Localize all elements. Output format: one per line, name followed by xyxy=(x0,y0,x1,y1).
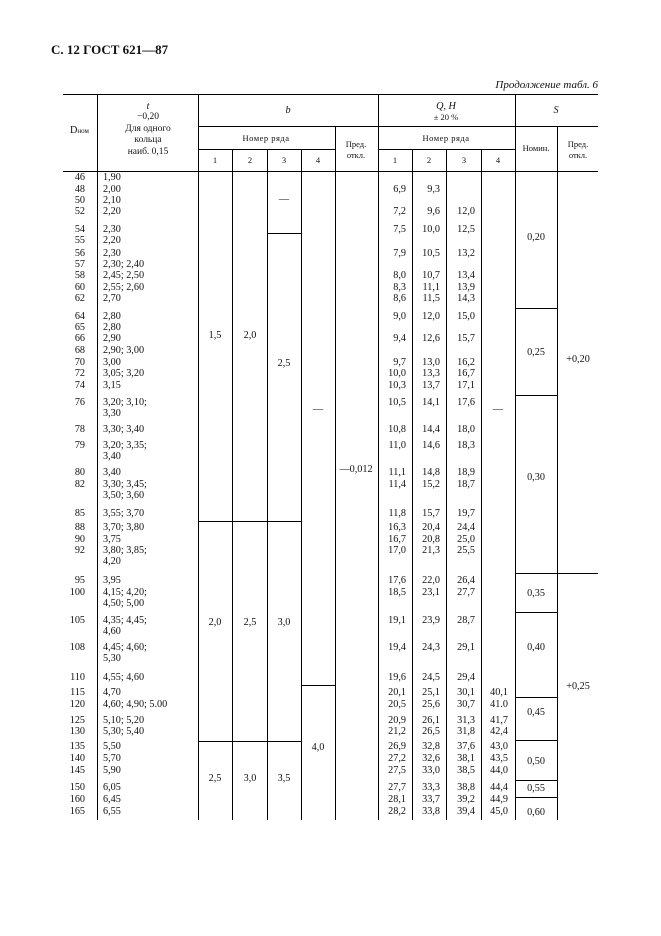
cell-d: 150 xyxy=(69,782,85,793)
cell-q3: 15,0 xyxy=(457,311,475,322)
cell-q4: 41.0 xyxy=(490,699,508,710)
cell-t: 2,70 xyxy=(103,293,121,304)
cell-d: 54 xyxy=(74,224,85,235)
cell-q2: 24,3 xyxy=(422,642,440,653)
cell-d: 48 xyxy=(74,184,85,195)
cell-t: 2,00 xyxy=(103,184,121,195)
cell-d: 55 xyxy=(74,235,85,246)
cell-t: 5,50 xyxy=(103,741,121,752)
cell-q4: 45,0 xyxy=(490,806,508,817)
cell-d: 115 xyxy=(70,687,85,698)
cell-q3: 31,3 xyxy=(457,715,475,726)
cell-d: 110 xyxy=(70,672,85,683)
cell-q1: 11,0 xyxy=(388,440,406,451)
b3-value: 3,5 xyxy=(277,772,291,784)
cell-q1: 11,4 xyxy=(388,479,406,490)
cell-q1: 27,2 xyxy=(388,753,406,764)
cell-d: 105 xyxy=(69,615,85,626)
cell-q3: 12,0 xyxy=(457,206,475,217)
b-pred-value: —0,012 xyxy=(339,463,373,475)
cell-q4: 43,5 xyxy=(490,753,508,764)
b2-value: 3,0 xyxy=(243,772,257,784)
cell-q4: 44,0 xyxy=(490,765,508,776)
cell-q3: 39,4 xyxy=(457,806,475,817)
cell-q1: 8,6 xyxy=(393,293,406,304)
cell-q3: 26,4 xyxy=(457,575,475,586)
table-caption: Продолжение табл. 6 xyxy=(495,79,598,91)
cell-q3: 16,2 xyxy=(457,357,475,368)
cell-q3: 19,7 xyxy=(457,508,475,519)
cell-q3: 18,3 xyxy=(457,440,475,451)
s-nominal-value: 0,20 xyxy=(527,231,545,243)
s-nominal-value: 0,60 xyxy=(527,806,545,818)
cell-q2: 10,5 xyxy=(422,248,440,259)
cell-t: 3,30; 3,40 xyxy=(103,424,145,435)
cell-t: 3,95 xyxy=(103,575,121,586)
cell-q3: 18,0 xyxy=(457,424,475,435)
header-t-tolerance: −0,20 xyxy=(137,112,159,122)
cell-d: 46 xyxy=(74,172,85,183)
b4-dash: — xyxy=(312,403,324,415)
cell-t: 4,60; 4,90; 5.00 xyxy=(103,699,168,710)
cell-q3: 29,4 xyxy=(457,672,475,683)
header-t-desc2: кольца xyxy=(134,135,162,145)
cell-q3: 25,0 xyxy=(457,534,475,545)
cell-q3: 13,9 xyxy=(457,282,475,293)
cell-t: 2,90 xyxy=(103,333,121,344)
header-q-row2: 2 xyxy=(426,155,432,165)
cell-t: 2,20 xyxy=(103,235,121,246)
cell-t: 4,45; 4,60; xyxy=(103,642,147,653)
cell-d: 135 xyxy=(69,741,85,752)
header-s-nominal: Номин. xyxy=(522,143,550,153)
header-b-row-number: Номер ряда xyxy=(242,133,290,143)
cell-q2: 14,4 xyxy=(422,424,440,435)
cell-q1: 7,9 xyxy=(393,248,406,259)
cell-d: 65 xyxy=(74,322,85,333)
s-nominal-value: 0,40 xyxy=(527,641,545,653)
cell-t: 3,15 xyxy=(103,380,121,391)
cell-q1: 20,1 xyxy=(388,687,406,698)
cell-q1: 11,1 xyxy=(388,467,406,478)
cell-t-continued: 3,50; 3,60 xyxy=(103,490,145,501)
page-header: С. 12 ГОСТ 621—87 xyxy=(51,42,169,57)
cell-d: 95 xyxy=(74,575,85,586)
header-dnom: Dном xyxy=(70,125,89,136)
cell-q1: 19,6 xyxy=(388,672,406,683)
cell-q1: 16,7 xyxy=(388,534,406,545)
cell-q3: 37,6 xyxy=(457,741,475,752)
cell-q2: 9,6 xyxy=(427,206,440,217)
cell-d: 58 xyxy=(74,270,85,281)
b3-value: 2,5 xyxy=(277,357,291,369)
cell-q2: 9,3 xyxy=(427,184,440,195)
header-q-symbol: Q, Н xyxy=(436,101,456,112)
cell-t: 5,90 xyxy=(103,765,121,776)
cell-q1: 10,8 xyxy=(388,424,406,435)
cell-q3: 13,4 xyxy=(457,270,475,281)
header-q-row4: 4 xyxy=(495,155,501,165)
cell-q1: 18,5 xyxy=(388,587,406,598)
header-b-pred2: откл. xyxy=(346,150,366,160)
header-q-row3: 3 xyxy=(461,155,467,165)
cell-q1: 28,1 xyxy=(388,794,406,805)
cell-q2: 13,3 xyxy=(422,368,440,379)
cell-t: 2,30; 2,40 xyxy=(103,259,145,270)
header-t-symbol: t xyxy=(146,101,150,112)
cell-q2: 21,3 xyxy=(422,545,440,556)
cell-q4: 40,1 xyxy=(490,687,508,698)
cell-t: 3,30; 3,45; xyxy=(103,479,147,490)
b2-value: 2,5 xyxy=(243,616,257,628)
cell-d: 56 xyxy=(74,248,85,259)
cell-q2: 23,9 xyxy=(422,615,440,626)
cell-t: 5,30; 5,40 xyxy=(103,726,145,737)
cell-q3: 30,7 xyxy=(457,699,475,710)
cell-t: 6,55 xyxy=(103,806,121,817)
cell-t: 2,10 xyxy=(103,195,121,206)
header-s-symbol: S xyxy=(553,105,559,116)
b3-dash: — xyxy=(278,193,290,205)
b2-value: 2,0 xyxy=(243,329,257,341)
cell-q3: 25,5 xyxy=(457,545,475,556)
cell-t: 2,20 xyxy=(103,206,121,217)
cell-t: 3,70; 3,80 xyxy=(103,522,145,533)
cell-t: 5,10; 5,20 xyxy=(103,715,145,726)
s-nominal-value: 0,35 xyxy=(527,587,545,599)
header-t-desc1: Для одного xyxy=(125,124,171,134)
cell-q1: 10,0 xyxy=(388,368,406,379)
cell-q2: 14,8 xyxy=(422,467,440,478)
cell-t-continued: 4,20 xyxy=(103,556,121,567)
cell-q3: 17,1 xyxy=(457,380,475,391)
cell-q1: 10,3 xyxy=(388,380,406,391)
cell-d: 79 xyxy=(74,440,85,451)
cell-t: 2,45; 2,50 xyxy=(103,270,145,281)
cell-q2: 14,6 xyxy=(422,440,440,451)
cell-q1: 11,8 xyxy=(388,508,406,519)
cell-t: 3,75 xyxy=(103,534,121,545)
cell-q1: 9,4 xyxy=(393,333,406,344)
cell-t: 3,40 xyxy=(103,467,121,478)
header-b-row1: 1 xyxy=(212,155,218,165)
cell-q1: 7,5 xyxy=(393,224,406,235)
cell-d: 76 xyxy=(74,397,85,408)
cell-t: 5,70 xyxy=(103,753,121,764)
cell-q2: 14,1 xyxy=(422,397,440,408)
header-b-pred1: Пред. xyxy=(345,139,367,149)
cell-q1: 21,2 xyxy=(388,726,406,737)
s-nominal-value: 0,30 xyxy=(527,471,545,483)
cell-d: 88 xyxy=(74,522,85,533)
cell-q2: 26,1 xyxy=(422,715,440,726)
b3-value: 3,0 xyxy=(277,616,291,628)
cell-q3: 31,8 xyxy=(457,726,475,737)
cell-t: 2,30 xyxy=(103,224,121,235)
cell-q2: 32,8 xyxy=(422,741,440,752)
cell-t: 3,20; 3,35; xyxy=(103,440,147,451)
cell-q1: 20,9 xyxy=(388,715,406,726)
b1-value: 1,5 xyxy=(208,329,222,341)
cell-q2: 26,5 xyxy=(422,726,440,737)
cell-t-continued: 3,40 xyxy=(103,451,121,462)
cell-q2: 25,6 xyxy=(422,699,440,710)
cell-q2: 22,0 xyxy=(422,575,440,586)
cell-q1: 6,9 xyxy=(393,184,406,195)
cell-t: 2,80 xyxy=(103,322,121,333)
cell-d: 72 xyxy=(74,368,85,379)
cell-t: 2,30 xyxy=(103,248,121,259)
cell-t: 6,05 xyxy=(103,782,121,793)
cell-q2: 11,5 xyxy=(422,293,440,304)
cell-t: 2,80 xyxy=(103,311,121,322)
header-b-row2: 2 xyxy=(247,155,253,165)
cell-q2: 15,7 xyxy=(422,508,440,519)
header-b-symbol: b xyxy=(285,105,291,116)
cell-q2: 33,8 xyxy=(422,806,440,817)
cell-t: 4,15; 4,20; xyxy=(103,587,147,598)
cell-d: 60 xyxy=(74,282,85,293)
cell-q1: 7,2 xyxy=(393,206,406,217)
cell-t-continued: 4,50; 5,00 xyxy=(103,598,145,609)
header-b-row3: 3 xyxy=(281,155,287,165)
cell-d: 80 xyxy=(74,467,85,478)
cell-t: 3,20; 3,10; xyxy=(103,397,147,408)
cell-q3: 29,1 xyxy=(457,642,475,653)
cell-q1: 10,5 xyxy=(388,397,406,408)
cell-q3: 27,7 xyxy=(457,587,475,598)
q4-dash: — xyxy=(492,403,504,415)
cell-t: 2,90; 3,00 xyxy=(103,345,145,356)
cell-q1: 16,3 xyxy=(388,522,406,533)
cell-q2: 24,5 xyxy=(422,672,440,683)
cell-t: 1,90 xyxy=(103,172,121,183)
cell-q2: 32,6 xyxy=(422,753,440,764)
s-pred-value: +0,25 xyxy=(566,680,590,692)
cell-q3: 14,3 xyxy=(457,293,475,304)
cell-q3: 24,4 xyxy=(457,522,475,533)
cell-q3: 18,7 xyxy=(457,479,475,490)
cell-d: 66 xyxy=(74,333,85,344)
b1-value: 2,5 xyxy=(208,772,222,784)
cell-q1: 27,7 xyxy=(388,782,406,793)
cell-q2: 25,1 xyxy=(422,687,440,698)
cell-q3: 16,7 xyxy=(457,368,475,379)
cell-q2: 13,0 xyxy=(422,357,440,368)
cell-t: 6,45 xyxy=(103,794,121,805)
cell-d: 57 xyxy=(74,259,85,270)
b1-value: 2,0 xyxy=(208,616,222,628)
cell-q3: 39,2 xyxy=(457,794,475,805)
header-t-desc3: наиб. 0,15 xyxy=(127,147,169,157)
cell-d: 78 xyxy=(74,424,85,435)
cell-d: 70 xyxy=(74,357,85,368)
cell-q2: 10,0 xyxy=(422,224,440,235)
cell-q3: 38,8 xyxy=(457,782,475,793)
cell-d: 85 xyxy=(74,508,85,519)
cell-t-continued: 5,30 xyxy=(103,653,121,664)
cell-q4: 42,4 xyxy=(490,726,508,737)
cell-q1: 17,0 xyxy=(388,545,406,556)
cell-q2: 33,3 xyxy=(422,782,440,793)
cell-q1: 9,7 xyxy=(393,357,406,368)
cell-t: 4,35; 4,45; xyxy=(103,615,147,626)
cell-q2: 33,7 xyxy=(422,794,440,805)
cell-q3: 18,9 xyxy=(457,467,475,478)
cell-d: 160 xyxy=(69,794,85,805)
cell-q3: 30,1 xyxy=(457,687,475,698)
cell-q2: 13,7 xyxy=(422,380,440,391)
header-q-tolerance: ± 20 % xyxy=(433,112,459,122)
cell-q4: 43,0 xyxy=(490,741,508,752)
cell-q3: 12,5 xyxy=(457,224,475,235)
cell-t-continued: 3,30 xyxy=(103,408,121,419)
s-nominal-value: 0,45 xyxy=(527,706,545,718)
b4-value: 4,0 xyxy=(311,741,325,753)
cell-q2: 12,6 xyxy=(422,333,440,344)
cell-d: 92 xyxy=(74,545,85,556)
cell-t: 2,55; 2,60 xyxy=(103,282,145,293)
cell-d: 130 xyxy=(69,726,85,737)
cell-q3: 38,1 xyxy=(457,753,475,764)
cell-q3: 13,2 xyxy=(457,248,475,259)
cell-d: 125 xyxy=(69,715,85,726)
s-nominal-value: 0,50 xyxy=(527,755,545,767)
cell-q1: 17,6 xyxy=(388,575,406,586)
cell-q2: 20,8 xyxy=(422,534,440,545)
cell-q2: 33,0 xyxy=(422,765,440,776)
cell-q1: 8,3 xyxy=(393,282,406,293)
cell-q3: 28,7 xyxy=(457,615,475,626)
cell-q2: 12,0 xyxy=(422,311,440,322)
header-q-row-number: Номер ряда xyxy=(422,133,470,143)
cell-d: 120 xyxy=(69,699,85,710)
cell-d: 82 xyxy=(74,479,85,490)
cell-q2: 23,1 xyxy=(422,587,440,598)
cell-t: 3,80; 3,85; xyxy=(103,545,147,556)
cell-t: 3,05; 3,20 xyxy=(103,368,145,379)
cell-d: 108 xyxy=(69,642,85,653)
header-s-pred2: откл. xyxy=(568,150,588,160)
header-q-row1: 1 xyxy=(392,155,398,165)
cell-t: 3,55; 3,70 xyxy=(103,508,145,519)
cell-q2: 20,4 xyxy=(422,522,440,533)
s-nominal-value: 0,55 xyxy=(527,782,545,794)
cell-d: 74 xyxy=(74,380,85,391)
cell-d: 52 xyxy=(74,206,85,217)
cell-t-continued: 4,60 xyxy=(103,626,121,637)
s-pred-value: +0,20 xyxy=(566,353,590,365)
cell-q1: 19,4 xyxy=(388,642,406,653)
cell-q1: 26,9 xyxy=(388,741,406,752)
cell-d: 64 xyxy=(74,311,85,322)
cell-q3: 38,5 xyxy=(457,765,475,776)
cell-q4: 44,9 xyxy=(490,794,508,805)
header-s-pred1: Пред. xyxy=(567,139,589,149)
cell-d: 145 xyxy=(69,765,85,776)
cell-q1: 27,5 xyxy=(388,765,406,776)
cell-q4: 41,7 xyxy=(490,715,508,726)
cell-t: 3,00 xyxy=(103,357,121,368)
cell-q1: 19,1 xyxy=(388,615,406,626)
cell-q3: 17,6 xyxy=(457,397,475,408)
cell-q2: 15,2 xyxy=(422,479,440,490)
cell-q1: 9,0 xyxy=(393,311,406,322)
cell-d: 90 xyxy=(74,534,85,545)
cell-q3: 15,7 xyxy=(457,333,475,344)
cell-d: 100 xyxy=(69,587,85,598)
cell-q1: 20,5 xyxy=(388,699,406,710)
s-nominal-value: 0,25 xyxy=(527,346,545,358)
cell-q4: 44,4 xyxy=(490,782,508,793)
cell-q2: 10,7 xyxy=(422,270,440,281)
cell-q1: 8,0 xyxy=(393,270,406,281)
cell-q2: 11,1 xyxy=(422,282,440,293)
cell-d: 62 xyxy=(74,293,85,304)
header-b-row4: 4 xyxy=(315,155,321,165)
cell-q1: 28,2 xyxy=(388,806,406,817)
cell-d: 50 xyxy=(74,195,85,206)
cell-d: 68 xyxy=(74,345,85,356)
cell-t: 4,70 xyxy=(103,687,121,698)
cell-d: 165 xyxy=(69,806,85,817)
cell-t: 4,55; 4,60 xyxy=(103,672,145,683)
cell-d: 140 xyxy=(69,753,85,764)
